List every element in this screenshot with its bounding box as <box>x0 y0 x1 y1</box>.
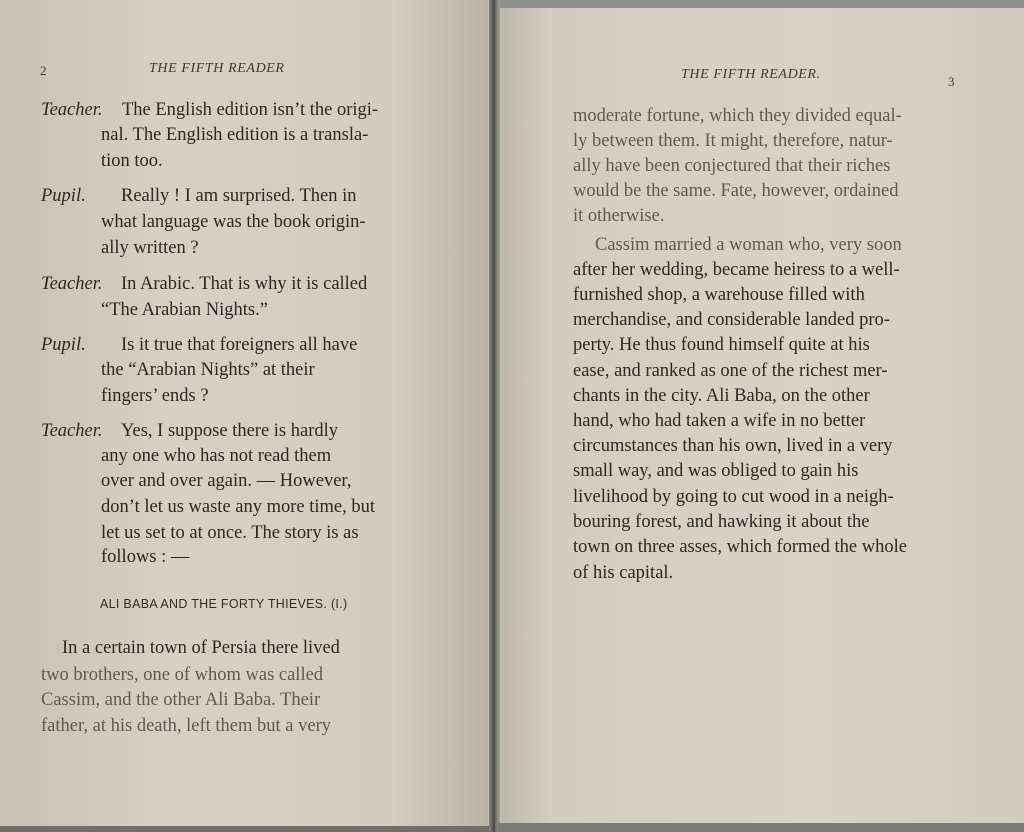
body-line: ease, and ranked as one of the richest mer- <box>573 361 888 381</box>
body-line: of his capital. <box>573 563 674 583</box>
dialogue-line: nal. The English edition is a transla- <box>101 125 369 145</box>
dialogue-line: Is it true that foreigners all have <box>121 335 358 355</box>
body-line: small way, and was obliged to gain his <box>573 461 859 481</box>
speaker-label: Teacher. <box>41 274 103 294</box>
dialogue-line: follows : — <box>101 547 190 567</box>
dialogue-line: tion too. <box>101 151 163 171</box>
body-line: merchandise, and considerable landed pro- <box>573 310 890 330</box>
right-page-number: 3 <box>948 74 955 89</box>
dialogue-line: fingers’ ends ? <box>101 386 209 406</box>
body-line: livelihood by going to cut wood in a neigh- <box>573 487 894 507</box>
body-line: would be the same. Fate, however, ordained <box>573 181 899 201</box>
story-line: father, at his death, left them but a very <box>41 716 332 736</box>
speaker-label: Pupil. <box>41 186 86 206</box>
speaker-label: Teacher. <box>41 421 103 441</box>
speaker-label: Teacher. <box>41 100 103 120</box>
dialogue-line: what language was the book origin- <box>101 212 366 232</box>
right-running-head: THE FIFTH READER. <box>681 67 821 82</box>
dialogue-line: over and over again. — However, <box>101 471 352 491</box>
story-line: In a certain town of Persia there lived <box>62 638 340 658</box>
body-line: ally have been conjectured that their riches <box>573 156 891 176</box>
body-line: bouring forest, and hawking it about the <box>573 512 870 532</box>
dialogue-line: “The Arabian Nights.” <box>101 300 268 320</box>
body-line: it otherwise. <box>573 206 665 226</box>
left-page-number: 2 <box>40 63 47 78</box>
body-line: circumstances than his own, lived in a very <box>573 436 893 456</box>
left-running-head: THE FIFTH READER <box>149 61 285 76</box>
dialogue-line: don’t let us waste any more time, but <box>101 497 376 517</box>
background-strip-bottom <box>498 823 1024 832</box>
right-page <box>498 8 1024 826</box>
dialogue-line: The English edition isn’t the origi- <box>122 100 379 120</box>
body-line: perty. He thus found himself quite at his <box>573 335 870 355</box>
body-line: town on three asses, which formed the whole <box>573 537 907 557</box>
left-page <box>0 0 492 832</box>
body-line: ly between them. It might, therefore, natur- <box>573 131 893 151</box>
body-line: hand, who had taken a wife in no better <box>573 411 866 431</box>
dialogue-line: let us set to at once. The story is as <box>101 523 359 543</box>
book-gutter <box>489 0 500 832</box>
dialogue-line: Really ! I am surprised. Then in <box>121 186 357 206</box>
body-line: furnished shop, a warehouse filled with <box>573 285 865 305</box>
section-title: ALI BABA AND THE FORTY THIEVES. (I.) <box>100 597 348 611</box>
dialogue-line: Yes, I suppose there is hardly <box>121 421 339 441</box>
dialogue-line: any one who has not read them <box>101 446 332 466</box>
body-line: after her wedding, became heiress to a well- <box>573 260 900 280</box>
story-line: Cassim, and the other Ali Baba. Their <box>41 690 321 710</box>
dialogue-line: ally written ? <box>101 238 199 258</box>
dialogue-line: In Arabic. That is why it is called <box>121 274 368 294</box>
story-line: two brothers, one of whom was called <box>41 665 324 685</box>
speaker-label: Pupil. <box>41 335 86 355</box>
body-line: moderate fortune, which they divided equal- <box>573 106 902 126</box>
body-line: Cassim married a woman who, very soon <box>595 235 902 255</box>
dialogue-line: the “Arabian Nights” at their <box>101 360 315 380</box>
body-line: chants in the city. Ali Baba, on the other <box>573 386 870 406</box>
